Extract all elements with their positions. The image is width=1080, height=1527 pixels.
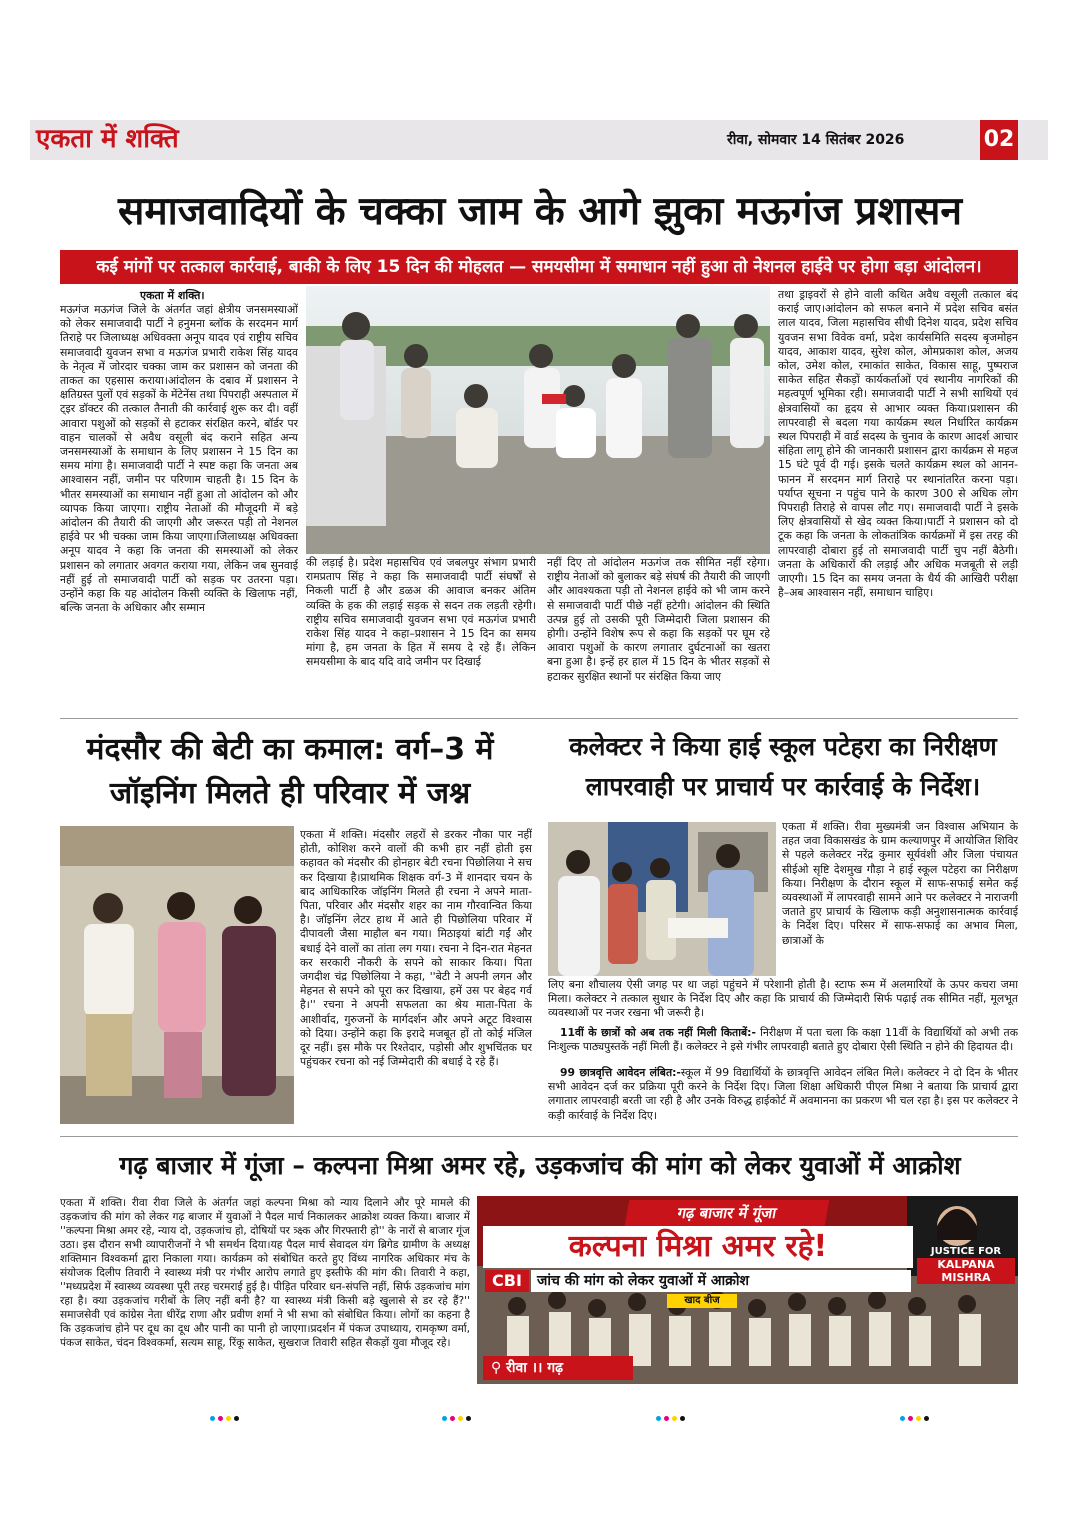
subsection-scholarship-text: स्कूल में 99 विद्यार्थियों के छात्रवृत्ति आवेदन लंबित मिले। कलेक्टर ने दो दिन के भीतर सभी आवेदन दर्ज कर प्रक्रिया पूरी करने के निर्देश दिए। जिला शिक्षा अधिकारी पीएल मिश्रा ने बताया कि प्राचार्य द्वारा लगातार लापरवाही बरती जा रही है और उनके विरुद्ध हाईकोर्ट में अवमानना का प्रकरण भी चल रहा है। इस पर कलेक्टर ने कड़ी कार्रवाई के निर्देश दिए।: [548, 1066, 1018, 1122]
black-dot: [680, 1416, 685, 1421]
story2-headline-line2: जॉइनिंग मिलते ही परिवार में जश्न: [109, 776, 471, 811]
story3-subsection-scholarship: [548, 1066, 1018, 1128]
story2-body: एकता में शक्ति। मंदसौर लहरों से डरकर नौका पार नहीं होती, कोशिश करने वालों की कभी हार नहीं होती इस कहावत को मंदसौर की होनहार बेटी रचना पिछोलिया ने सच कर दिखाया है।प्राथमिक शिक्षक वर्ग-3 में शानदार चयन के बाद आधिकारिक जॉइनिंग मिलते ही रचना ने अपने माता-पिता, परिवार और मंदसौर शहर का नाम गौरवान्वित किया है। जॉइनिंग लेटर हाथ में आते ही पिछोलिया परिवार में दीपावली जैसा माहौल बन गया। मिठाइयां बांटी गईं और बधाई देने वालों का तांता लग गया। रचना ने दिन-रात मेहनत कर सरकारी नौकरी के सपने को साकार किया। पिता जगदीश चंद्र पिछोलिया ने कहा, ''बेटी ने अपनी लगन और मेहनत से सपने को पूरा कर दिखाया, हमें उस पर बेहद गर्व है।'' रचना ने अपनी सफलता का श्रेय माता-पिता के आशीर्वाद, गुरुजनों के मार्गदर्शन और अपने अटूट विश्वास को दिया। उन्होंने कहा कि इरादे मजबूत हों तो कोई मंजिल दूर नहीं। इस मौके पर रिश्तेदार, पड़ोसी और शुभचिंतक घर पहुंचकर रचना को नई जिम्मेदारी की बधाई दे रहे हैं।: [300, 828, 532, 1069]
banner-location-text: रीवा ।। गढ़: [506, 1360, 564, 1376]
yellow-dot: [226, 1416, 231, 1421]
banner-top-label: गढ़ बाजार में गूंजा: [625, 1200, 830, 1226]
magenta-dot: [450, 1416, 455, 1421]
banner-cbi-label: CBI: [485, 1270, 529, 1292]
story1-column-3: नहीं दिए तो आंदोलन मऊगंज तक सीमित नहीं रहेगा। राष्ट्रीय नेताओं को बुलाकर बड़े संघर्ष की तैयारी की जाएगी और आवश्यकता पड़ी तो नेशनल हाईवे को भी जाम करने से समाजवादी पार्टी पीछे नहीं हटेगी। आंदोलन की स्थिति उत्पन्न हुई तो उसकी पूरी जिम्मेदारी जिला प्रशासन की होगी। उन्होंने विशेष रूप से कहा कि सड़कों पर घूम रहे आवारा पशुओं के कारण लगातार दुर्घटनाओं का खतरा बना हुआ है। इन्हें हर हाल में 15 दिन के भीतर सड़कों से हटाकर सुरक्षित स्थानों पर संरक्षित किया जाए: [547, 556, 770, 683]
banner-shop-sign: खाद बीज: [667, 1294, 737, 1308]
subsection-books-heading: 11वीं के छात्रों को अब तक नहीं मिली किताबें:-: [560, 1026, 756, 1039]
masthead-date: रीवा, सोमवार 14 सितंबर 2026: [727, 132, 905, 148]
subsection-scholarship-heading: 99 छात्रवृत्ति आवेदन लंबित:-: [560, 1066, 681, 1079]
story1-dateline: एकता में शक्ति।: [140, 289, 205, 302]
magenta-dot: [664, 1416, 669, 1421]
story1-column-4: तथा ड्राइवरों से होने वाली कथित अवैध वसूली तत्काल बंद कराई जाए।आंदोलन को सफल बनाने में प्रदेश सचिव बसंत लाल यादव, जिला महासचिव सीधी दिनेश यादव, प्रदेश सचिव युवजन सभा विवेक वर्मा, प्रदेश कार्यसमिति सदस्य बृजमोहन यादव, आकाश यादव, सुरेश कोल, ओमप्रकाश कोल, अजय कोल, उमेश कोल, रमाकांत साकेत, विकास साहू, पुष्पराज साकेत सहित सैकड़ों कार्यकर्ताओं एवं स्थानीय नागरिकों की महत्वपूर्ण भूमिका रही। समाजवादी पार्टी ने सभी साथियों एवं क्षेत्रवासियों का हृदय से आभार व्यक्त किया।प्रशासन की लापरवाही से बदला गया कार्यक्रम स्थल निर्धारित कार्यक्रम स्थल पिपराही में वार्ड सदस्य के चुनाव के कारण आदर्श आचार संहिता लागू होने की जानकारी प्रशासन द्वारा कार्यक्रम से महज 15 घंटे पूर्व दी गई। इसके चलते कार्यक्रम स्थल को आनन-फानन में सरदमन मार्ग तिराहे पर स्थानांतरित करना पड़ा। पर्याप्त सूचना न पहुंच पाने के कारण 300 से अधिक लोग पिपराही तिराहे से वापस लौट गए। समाजवादी पार्टी ने इसके लिए क्षेत्रवासियों से खेद व्यक्त किया।पार्टी ने प्रशासन को दो टूक कहा कि जनता के लोकतांत्रिक कार्यक्रमों में इस तरह की लापरवाही दोबारा हुई तो समाजवादी पार्टी चुप नहीं बैठेगी। जनता के अधिकारों की लड़ाई और अधिक मजबूती से लड़ी जाएगी। 15 दिन का समय जनता के धैर्य की आखिरी परीक्षा है–अब आश्वासन नहीं, समाधान चाहिए।: [778, 288, 1018, 600]
banner-name-label: KALPANA MISHRA: [917, 1258, 1015, 1284]
print-registration-dots-4: [900, 1416, 929, 1421]
protest-banner-image: [477, 1196, 1018, 1384]
banner-justice-label: JUSTICE FOR: [930, 1246, 1002, 1257]
yellow-dot: [672, 1416, 677, 1421]
masthead-title: एकता में शक्ति: [36, 124, 179, 154]
story3-body-top: एकता में शक्ति। रीवा मुख्यमंत्री जन विश्वास अभियान के तहत जवा विकासखंड के ग्राम कल्याणपुर में आयोजित शिविर से पहले कलेक्टर नरेंद्र कुमार सूर्यवंशी और जिला पंचायत सीईओ सृष्टि देशमुख गौड़ा ने हाई स्कूल पटेहरा का निरीक्षण किया। निरीक्षण के दौरान स्कूल में साफ-सफाई समेत कई व्यवस्थाओं में लापरवाही सामने आने पर कलेक्टर ने नाराजगी जताते हुए प्राचार्य के खिलाफ कड़ी अनुशासनात्मक कार्रवाई के निर्देश दिए। परिसर में साफ-सफाई का अभाव मिला, छात्राओं के: [782, 820, 1018, 947]
cyan-dot: [900, 1416, 905, 1421]
family-photo: [60, 826, 294, 1124]
cyan-dot: [442, 1416, 447, 1421]
black-dot: [466, 1416, 471, 1421]
yellow-dot: [916, 1416, 921, 1421]
banner-location: [483, 1356, 633, 1380]
print-registration-dots-1: [210, 1416, 239, 1421]
story3-body: लिए बना शौचालय ऐसी जगह पर था जहां पहुंचने में परेशानी होती है। स्टाफ रूम में अलमारियों के ऊपर कचरा जमा मिला। कलेक्टर ने तत्काल सुधार के निर्देश दिए और कहा कि प्राचार्य की जिम्मेदारी सिर्फ पढ़ाई तक सीमित नहीं, मूलभूत व्यवस्थाओं पर नजर रखना भी जरूरी है।: [548, 978, 1018, 1020]
story4-body: एकता में शक्ति। रीवा रीवा जिले के अंतर्गत जहां कल्पना मिश्रा को न्याय दिलाने और पूरे मामले की उड़कजांच की मांग को लेकर गढ़ बाजार में युवाओं ने पैदल मार्च निकालकर आक्रोश व्यक्त किया। बाजार में ''कल्पना मिश्रा अमर रहे, न्याय दो, उड़कजांच हो, दोषियों पर त्र्क्ष्क और गिरफ्तारी हो'' के नारों से बाजार गूंज उठा। इस दौरान सभी व्यापारीजनों ने भी समर्थन दिया।यह पैदल मार्च सेवादल यंग ब्रिगेड ग्रामीण के अध्यक्ष शक्तिमान विश्वकर्मा द्वारा निकाला गया। कार्यक्रम को संबोधित करते हुए विंध्य नागरिक अधिकार मंच के संयोजक दिलीप तिवारी ने स्वास्थ्य मंत्री पर गंभीर आरोप लगाते हुए इस्तीफे की मांग की। तिवारी ने कहा, ''मध्यप्रदेश में स्वास्थ्य व्यवस्था पूरी तरह चरमराई हुई है। पीड़ित परिवार धन-संपत्ति नहीं, सिर्फ उड़कजांच मांग रहा है। क्या उड़कजांच गरीबों के लिए नहीं बनी है? या स्वास्थ्य मंत्री किसी बड़े खुलासे से डर रहे हैं?'' समाजसेवी एवं कांग्रेस नेता धीरेंद्र राणा और प्रवीण शर्मा ने भी सभा को संबोधित किया। लोगों का कहना है कि उड़कजांच होने पर दूध का दूध और पानी का पानी हो जाएगा।प्रदर्शन में पंकज उपाध्याय, रामकृष्ण वर्मा, पंकज साकेत, चंदन विश्वकर्मा, सत्यम साहू, रिंकू साकेत, सुखराज तिवारी सहित सैकड़ों युवा मौजूद रहे।: [60, 1197, 470, 1349]
story3-photo: [548, 822, 776, 976]
divider: [60, 1136, 1018, 1137]
story1-column-1: मऊगंज मऊगंज जिले के अंतर्गत जहां क्षेत्रीय जनसमस्याओं को लेकर समाजवादी पार्टी ने हनुमना ब्लॉक के सरदमन मार्ग तिराहे पर जिलाध्यक्ष अधिवक्ता अनूप यादव एवं राष्ट्रीय सचिव समाजवादी युवजन सभा व मऊगंज प्रभारी राकेश सिंह यादव के नेतृत्व में जोरदार चक्का जाम कर प्रशासन को जनता की ताकत का एहसास कराया।आंदोलन के दबाव में प्रशासन ने क्षतिग्रस्त पुलों एवं सड़कों के मेंटेनेंस तथा पिपराही अस्पताल में ट्इर डॉक्टर की तत्काल तैनाती की कार्रवाई शुरू कर दी। वहीं आवारा पशुओं को सड़कों से हटाकर संरक्षित करने, बॉर्डर पर वाहन चालकों से अवैध वसूली बंद कराने सहित अन्य जनसमस्याओं के समाधान के लिए प्रशासन ने 15 दिन का समय मांगा है। समाजवादी पार्टी ने स्पष्ट कहा कि जनता अब आश्वासन नहीं, जमीन पर परिणाम चाहती है। 15 दिन के भीतर समस्याओं का समाधान नहीं हुआ तो आंदोलन को और व्यापक किया जाएगा। राष्ट्रीय नेताओं की मौजूदगी में बड़े आंदोलन की तैयारी की जाएगी और जरूरत पड़ी तो नेशनल हाईवे पर भी चक्का जाम किया जाएगा।जिलाध्यक्ष अधिवक्ता अनूप यादव ने कहा कि जनता की समस्याओं को लेकर प्रशासन को लगातार अवगत कराया गया, लेकिन जब सुनवाई नहीं हुई तो समाजवादी पार्टी को सड़क पर उतरना पड़ा। उन्होंने कहा कि यह आंदोलन किसी व्यक्ति के खिलाफ नहीं, बल्कि जनता के अधिकार और सम्मान: [60, 303, 298, 615]
protest-crowd-photo: [306, 286, 770, 554]
page-number: 02: [980, 120, 1018, 160]
magenta-dot: [218, 1416, 223, 1421]
location-pin-icon: ⚲: [491, 1360, 507, 1376]
banner-main-slogan: कल्पना मिश्रा अमर रहे!: [483, 1226, 913, 1268]
yellow-dot: [458, 1416, 463, 1421]
cyan-dot: [656, 1416, 661, 1421]
print-registration-dots-2: [442, 1416, 471, 1421]
divider: [60, 718, 1018, 719]
story4-headline: गढ़ बाजार में गूंजा – कल्पना मिश्रा अमर रहे, उड़कजांच की मांग को लेकर युवाओं में आक्रोश: [119, 1151, 961, 1180]
story1-headline: समाजवादियों के चक्का जाम के आगे झुका मऊगंज प्रशासन: [117, 189, 962, 234]
banner-sub-slogan: जांच की मांग को लेकर युवाओं में आक्रोश: [531, 1270, 911, 1292]
story1-column-2: की लड़ाई है। प्रदेश महासचिव एवं जबलपुर संभाग प्रभारी रामप्रताप सिंह ने कहा कि समाजवादी पार्टी संघर्षों से निकली पार्टी है और डळअ की आवाज बनकर अंतिम व्यक्ति के हक की लड़ाई सड़क से सदन तक लड़ती रहेगी।राष्ट्रीय सचिव समाजवादी युवजन सभा एवं मऊगंज प्रभारी राकेश सिंह यादव ने कहा–प्रशासन ने 15 दिन का समय मांगा है, हम जनता के हित में समय दे रहे हैं। लेकिन समयसीमा के बाद यदि वादे जमीन पर दिखाई: [306, 556, 536, 669]
magenta-dot: [908, 1416, 913, 1421]
story3-headline-line2: लापरवाही पर प्राचार्य पर कार्रवाई के निर्देश।: [585, 772, 981, 801]
story1-strap: कई मांगों पर तत्काल कार्रवाई, बाकी के लिए 15 दिन की मोहलत — समयसीमा में समाधान नहीं हुआ तो नेशनल हाईवे पर होगा बड़ा आंदोलन।: [60, 250, 1018, 284]
story2-photo: [60, 826, 294, 1124]
story1-photo: [306, 286, 770, 554]
story3-headline-line1: कलेक्टर ने किया हाई स्कूल पटेहरा का निरीक्षण: [569, 732, 997, 761]
subsection-books-text: निरीक्षण में पता चला कि कक्षा 11वीं के विद्यार्थियों को अभी तक निःशुल्क पाठ्यपुस्तकें नहीं मिली हैं। कलेक्टर ने इसे गंभीर लापरवाही बताते हुए दोबारा ऐसी स्थिति न होने की हिदायत दी।: [548, 1026, 1018, 1054]
black-dot: [924, 1416, 929, 1421]
print-registration-dots-3: [656, 1416, 685, 1421]
cyan-dot: [210, 1416, 215, 1421]
story2-headline-line1: मंदसौर की बेटी का कमाल: वर्ग–3 में: [86, 732, 494, 767]
inspection-photo: [548, 822, 776, 976]
story3-subsection-books: [548, 1026, 1018, 1062]
black-dot: [234, 1416, 239, 1421]
